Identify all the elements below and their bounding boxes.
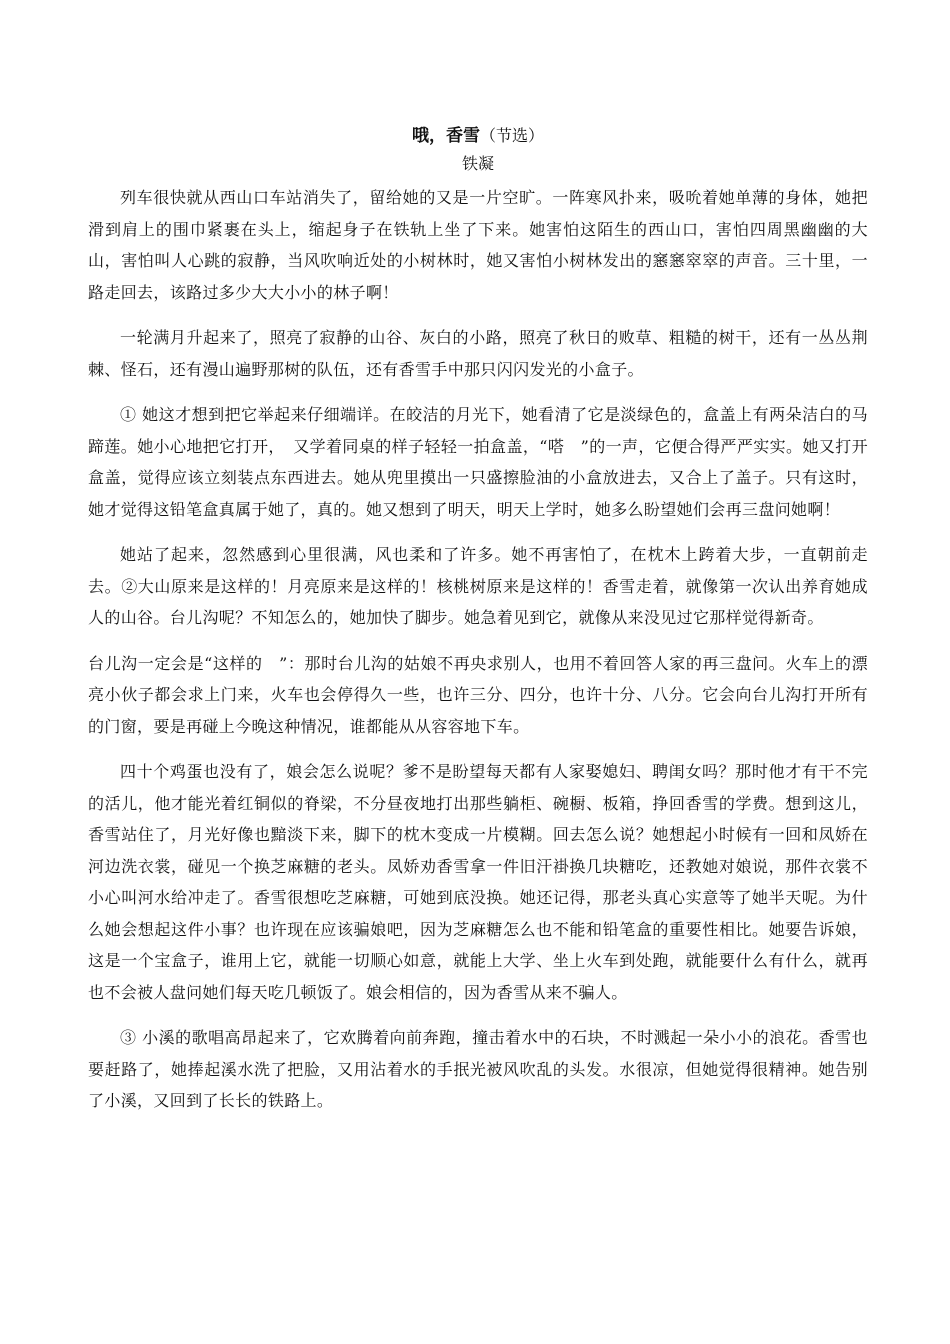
paragraph-1: 列车很快就从西山口车站消失了，留给她的又是一片空旷。一阵寒风扑来，吸吮着她单薄的身体，她把滑到肩上的围巾紧裹在头上，缩起身子在铁轨上坐了下来。她害怕这陌生的西山口，害怕四周黑幽幽的大山，害怕叫人心跳的寂静，当风吹响近处的小树林时，她又害怕小树林发出的窸窸窣窣的声音。三十里，一路走回去，该路过多少大大小小的林子啊！ bbox=[88, 188, 868, 302]
paragraph-2: 一轮满月升起来了，照亮了寂静的山谷、灰白的小路，照亮了秋日的败草、粗糙的树干，还有一丛丛荆棘、怪石，还有漫山遍野那树的队伍，还有香雪手中那只闪闪发光的小盒子。 bbox=[88, 328, 868, 379]
title-note: （节选） bbox=[479, 126, 544, 145]
paragraph-4: 她站了起来，忽然感到心里很满，风也柔和了许多。她不再害怕了，在枕木上跨着大步，一直朝前走去。②大山原来是这样的！月亮原来是这样的！核桃树原来是这样的！香雪走着，就像第一次认出养育她成人的山谷。台儿沟呢？不知怎么的，她加快了脚步。她急着见到它，就像从来没见过它那样觉得新奇。 bbox=[88, 545, 868, 627]
author-name: 铁凝 bbox=[461, 154, 494, 173]
paragraph-7: ③ 小溪的歌唱高昂起来了，它欢腾着向前奔跑，撞击着水中的石块，不时溅起一朵小小的浪花。香雪也要赶路了，她捧起溪水洗了把脸，又用沾着水的手抿光被风吹乱的头发。水很凉，但她觉得很精神。她告别了小溪，又回到了长长的铁路上。 bbox=[88, 1028, 868, 1110]
title-block bbox=[88, 122, 868, 150]
paragraph-6: 四十个鸡蛋也没有了，娘会怎么说呢？爹不是盼望每天都有人家娶媳妇、聘闺女吗？那时他才有干不完的活儿，他才能光着红铜似的脊梁，不分昼夜地打出那些躺柜、碗橱、板箱，挣回香雪的学费。想到这儿，香雪站住了，月光好像也黯淡下来，脚下的枕木变成一片模糊。回去怎么说？她想起小时候有一回和凤娇在河边洗衣裳，碰见一个换芝麻糖的老头。凤娇劝香雪拿一件旧汗褂换几块糖吃，还教她对娘说，那件衣裳不小心叫河水给冲走了。香雪很想吃芝麻糖，可她到底没换。她还记得，那老头真心实意等了她半天呢。为什么她会想起这件小事？也许现在应该骗娘吧，因为芝麻糖怎么也不能和铅笔盒的重要性相比。她要告诉娘，这是一个宝盒子，谁用上它，就能一切顺心如意，就能上大学、坐上火车到处跑，就能要什么有什么，就再也不会被人盘问她们每天吃几顿饭了。娘会相信的，因为香雪从来不骗人。 bbox=[88, 762, 868, 1002]
document-page bbox=[88, 118, 868, 1131]
paragraph-3: ① 她这才想到把它举起来仔细端详。在皎洁的月光下，她看清了它是淡绿色的，盒盖上有两朵洁白的马蹄莲。她小心地把它打开， 又学着同桌的样子轻轻一拍盒盖，“嗒 ”的一声，它便合得严严实实。她又打开盒盖，觉得应该立刻装点东西进去。她从兜里摸出一只盛擦脸油的小盒放进去，又合上了盖子。只有这时，她才觉得这铅笔盒真属于她了，真的。她又想到了明天，明天上学时，她多么盼望她们会再三盘问她啊！ bbox=[88, 405, 868, 519]
document-title: 哦，香雪 bbox=[411, 126, 480, 146]
paragraph-5: 台儿沟一定会是“这样的 ”：那时台儿沟的姑娘不再央求别人，也用不着回答人家的再三盘问。火车上的漂亮小伙子都会求上门来，火车也会停得久一些，也许三分、四分，也许十分、八分。它会向台儿沟打开所有的门窗，要是再碰上今晚这种情况，谁都能从从容容地下车。 bbox=[88, 653, 868, 736]
